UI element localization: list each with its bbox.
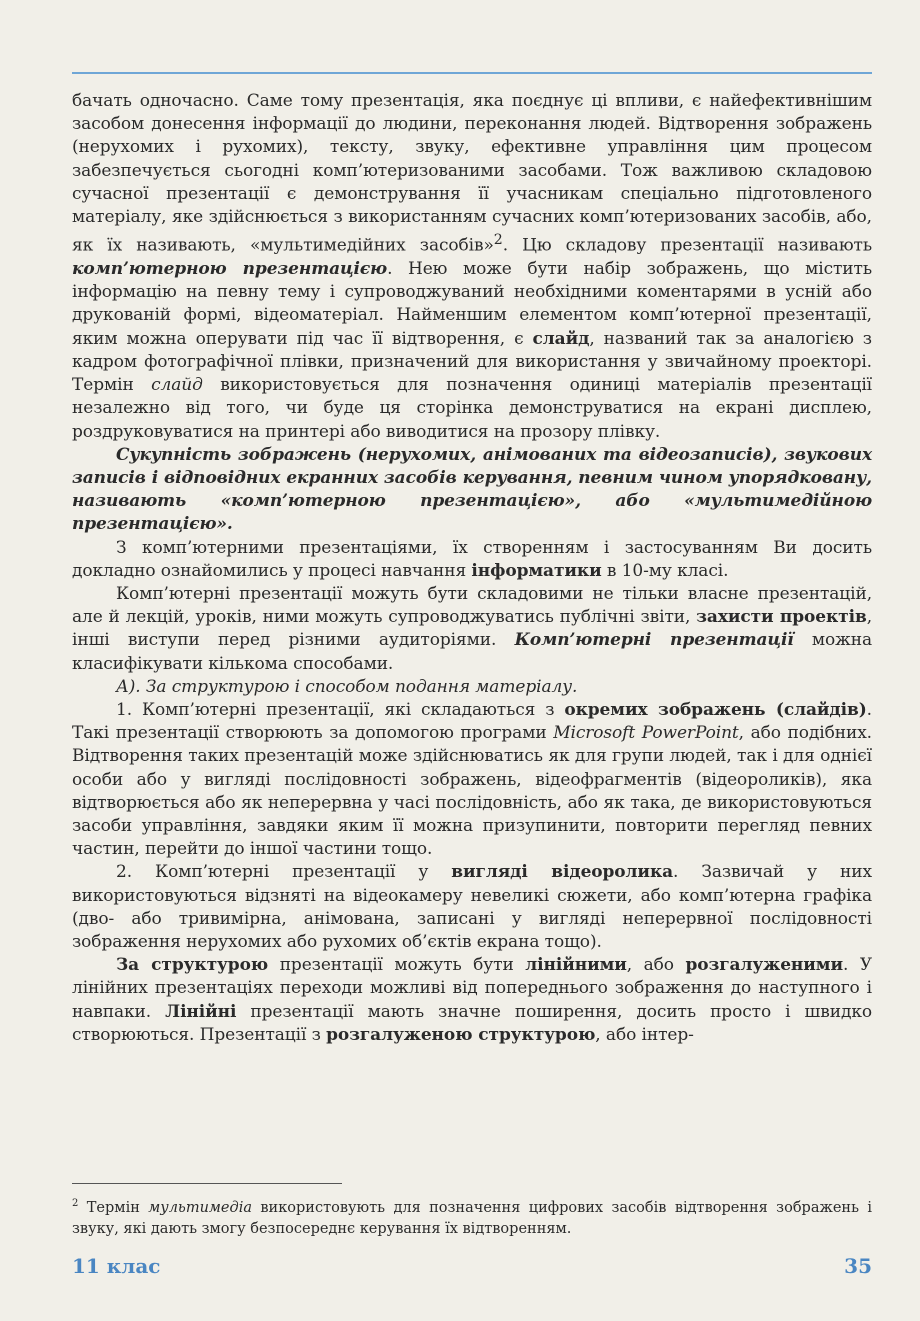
text-run: . У лінійних презентаціях переходи можливі від попереднього зображення до наступного і навпаки.	[72, 955, 873, 1022]
text-run: використовується для позначення одиниці матеріалів презентації незалежно від того, чи буде ця сторінка демонструватися на екрані дисплею, роздруковуватися на принтері або виводитися на прозору плівку.	[72, 375, 873, 442]
term-branched-structure: розгалуженою структурою	[326, 1024, 596, 1045]
page-number: 35	[844, 1254, 872, 1278]
text-run: презентації можуть бути	[268, 955, 526, 976]
text-run: , названий так за аналогією з кадром фотографічної плівки, призначений для використання у звичайному проекторі. Термін	[72, 328, 872, 396]
term-by-structure: За структурою	[116, 955, 269, 976]
text-run: , або інтер-	[595, 1024, 694, 1045]
paragraph-informatics	[72, 537, 872, 583]
text-run: , або	[626, 955, 686, 976]
text-run: 1. Комп’ютерні презентації, які складаються з	[116, 699, 565, 720]
list-item-video	[72, 861, 872, 954]
term-linear-capital: Лінійні	[165, 1001, 237, 1022]
footnote-number: 2	[72, 1198, 79, 1209]
text-run: , або подібних. Відтворення таких презентацій може здійснюватись як для групи людей, так і для однієї особи або у вигляді послідовності зображень, відеофрагментів (відеороликів), яка відтворюється або як неперервна у часі послідовність, або як така, де використовуються засоби управління, завдяки яким її можна призупинити, повторити перегляд певних частин, перейти до іншої частини тощо.	[72, 723, 872, 860]
term-multimedia: мультимедіа	[148, 1199, 252, 1216]
text-run: З комп’ютерними презентаціями, їх створенням і застосуванням Ви досить докладно ознайомились у процесі навчання	[72, 537, 872, 581]
classification-heading: А). За структурою і способом подання матеріалу.	[116, 676, 578, 697]
text-run: бачать одночасно. Саме тому презентація, яка поєднує ці впливи, є найефективнішим засобом донесення інформації до людини, переконання людей. Відтворення зображень (нерухомих і рухомих), тексту, звуку, ефективне управління цим процесом забезпечується сьогодні комп’ютеризованими засобами. Тож важливою складовою сучасної презентації є демонстрування її учасникам спеціально підготовленого матеріалу, яке здійснюється з використанням сучасних комп’ютеризованих засобів, або, як їх називають, «мультимедійних засобів»	[72, 91, 872, 256]
paragraph-structure	[72, 954, 872, 1047]
text-run: . Нею може бути набір зображень, що містить інформацію на певну тему і супроводжуваний необхідними коментарями в усній або друкованій формі, відеоматеріал. Найменшим елементом комп’ютерної презентації, яким можна оперувати під час її відтворення, є	[72, 259, 872, 349]
term-informatics: інформатики	[471, 560, 602, 581]
term-branched: розгалуженими	[685, 955, 843, 976]
text-run: . Зазвичай у них використовуються відзняті на відеокамеру невеликі сюжети, або комп’ютерна графіка (дво- або тривимірна, анімована, записані у вигляді неперервної послідовності зображення нерухомих або рухомих об’єктів екрана тощо).	[72, 862, 873, 952]
text-run: . Такі презентації створюють за допомогою програми	[72, 699, 872, 744]
term-computer-presentations: Комп’ютерні презентації	[514, 630, 794, 651]
text-run: 2. Комп’ютерні презентації у	[116, 862, 452, 883]
program-name: Microsoft PowerPoint	[553, 723, 739, 744]
term-computer-presentation: комп’ютерною презентацією	[72, 259, 388, 280]
header-rule	[72, 72, 872, 74]
text-run: можна класифікувати кількома способами.	[72, 630, 872, 674]
text-run: презентації мають значне поширення, досить просто і швидко створюються. Презентації з	[72, 1001, 872, 1045]
text-run: в 10-му класі.	[601, 560, 729, 581]
term-video-clip: вигляді відеоролика	[451, 862, 674, 883]
text-run: використовують для позначення цифрових засобів відтворення зображень і звуку, які дають змогу безпосереднє керування їх відтворенням.	[72, 1199, 872, 1237]
footer-class-label: 11 клас	[72, 1254, 161, 1278]
term-separate-images: окремих зображень (слайдів)	[564, 699, 867, 720]
footnote-divider	[72, 1183, 342, 1184]
term-linear: лінійними	[525, 955, 627, 976]
footnote	[72, 1193, 872, 1240]
text-run: Термін	[78, 1199, 149, 1216]
paragraph-intro	[72, 90, 872, 444]
term-slide-italic: слайд	[151, 375, 203, 396]
text-run: . Цю складову презентації називають	[502, 235, 872, 256]
list-item-slides	[72, 699, 872, 861]
text-run: Комп’ютерні презентації можуть бути складовими не тільки власне презентацій, але й лекцій, уроків, ними можуть супроводжуватись публічні звіти,	[72, 583, 872, 628]
paragraph-usage	[72, 583, 872, 676]
definition-paragraph: Сукупність зображень (нерухомих, анімованих та відеозаписів), звукових записів і відповідних екранних засобів керування, певним чином упорядковану, називають «комп’ютерною презентацією», або «мультимедійною презентацією».	[72, 444, 872, 535]
term-project-defense: захисти проектів	[696, 607, 867, 628]
body-text	[72, 90, 872, 1047]
text-run: , інші виступи перед різними аудиторіями.	[72, 607, 872, 651]
footnote-ref[interactable]: 2	[493, 232, 503, 249]
term-slide: слайд	[532, 328, 590, 349]
